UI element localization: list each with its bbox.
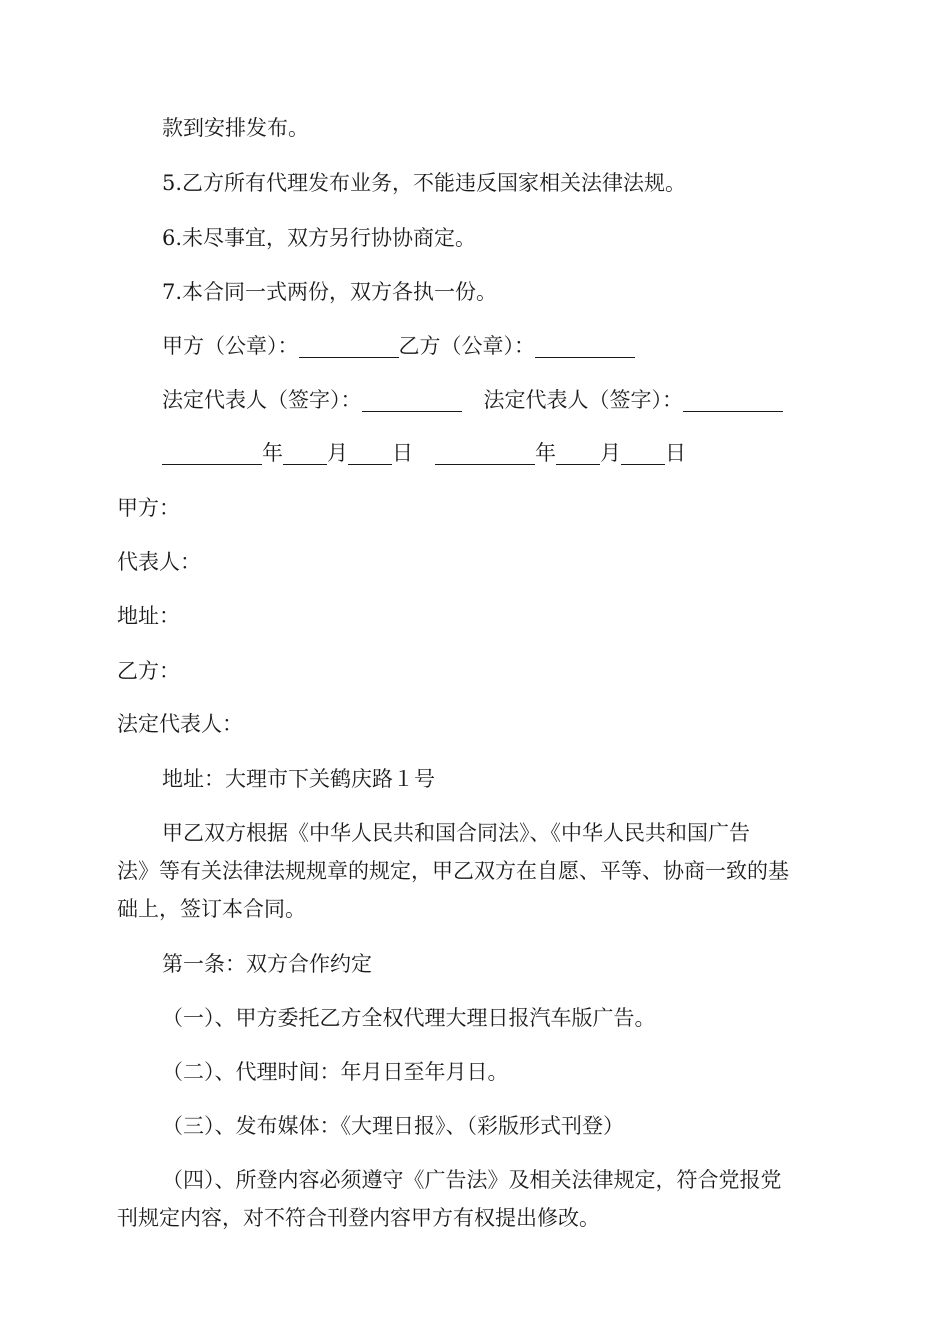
month-label-b: 月: [600, 441, 621, 465]
intro-paragraph-line-3: 础上，签订本合同。: [117, 897, 306, 921]
date-line: [162, 438, 882, 469]
party-b-sign-blank: [683, 389, 783, 412]
party-b-legal-rep-label: 法定代表人（签字）：: [483, 388, 683, 412]
day-label-b: 日: [665, 441, 686, 465]
party-a-label: 甲方：: [117, 496, 180, 520]
clause-7: 7.本合同一式两份，双方各执一份。: [162, 280, 498, 304]
clause-line: 款到安排发布。: [162, 116, 309, 140]
year-blank-b: [435, 442, 535, 465]
party-a-seal-blank: [299, 335, 399, 358]
month-blank-b: [556, 442, 600, 465]
day-blank-b: [621, 442, 665, 465]
month-blank: [283, 442, 327, 465]
clause-6: 6.未尽事宜，双方另行协协商定。: [162, 226, 477, 250]
article-1-item-3: （三）、发布媒体：《大理日报》、（彩版形式刊登）: [162, 1114, 624, 1138]
article-1-heading: 第一条：双方合作约定: [162, 952, 372, 976]
article-1-item-4-line-1: （四）、所登内容必须遵守《广告法》及相关法律规定，符合党报党: [162, 1168, 782, 1192]
party-b-seal-label: 乙方（公章）：: [398, 334, 535, 358]
day-label: 日: [392, 441, 413, 465]
day-blank: [348, 442, 392, 465]
clause-5: 5.乙方所有代理发布业务，不能违反国家相关法律法规。: [162, 171, 687, 195]
seal-line: [162, 331, 882, 362]
year-label-b: 年: [535, 441, 556, 465]
party-b-address: 地址：大理市下关鹤庆路１号: [162, 767, 435, 791]
party-a-legal-rep-label: 法定代表人（签字）：: [162, 388, 362, 412]
year-blank: [162, 442, 262, 465]
legal-rep-label: 法定代表人：: [117, 712, 243, 736]
signature-line: [162, 385, 882, 416]
address-label: 地址：: [117, 604, 180, 628]
month-label: 月: [327, 441, 348, 465]
party-a-seal-label: 甲方（公章）：: [162, 334, 299, 358]
year-label: 年: [262, 441, 283, 465]
party-b-label: 乙方：: [117, 659, 180, 683]
party-a-sign-blank: [362, 389, 462, 412]
intro-paragraph-line-2: 法》等有关法律法规规章的规定，甲乙双方在自愿、平等、协商一致的基: [117, 859, 789, 883]
article-1-item-4-line-2: 刊规定内容，对不符合刊登内容甲方有权提出修改。: [117, 1206, 600, 1230]
party-b-seal-blank: [535, 335, 635, 358]
intro-paragraph-line-1: 甲乙双方根据《中华人民共和国合同法》、《中华人民共和国广告: [162, 821, 750, 845]
article-1-item-2: （二）、代理时间：年月日至年月日。: [162, 1060, 509, 1084]
article-1-item-1: （一）、甲方委托乙方全权代理大理日报汽车版广告。: [162, 1006, 656, 1030]
representative-label: 代表人：: [117, 550, 201, 574]
